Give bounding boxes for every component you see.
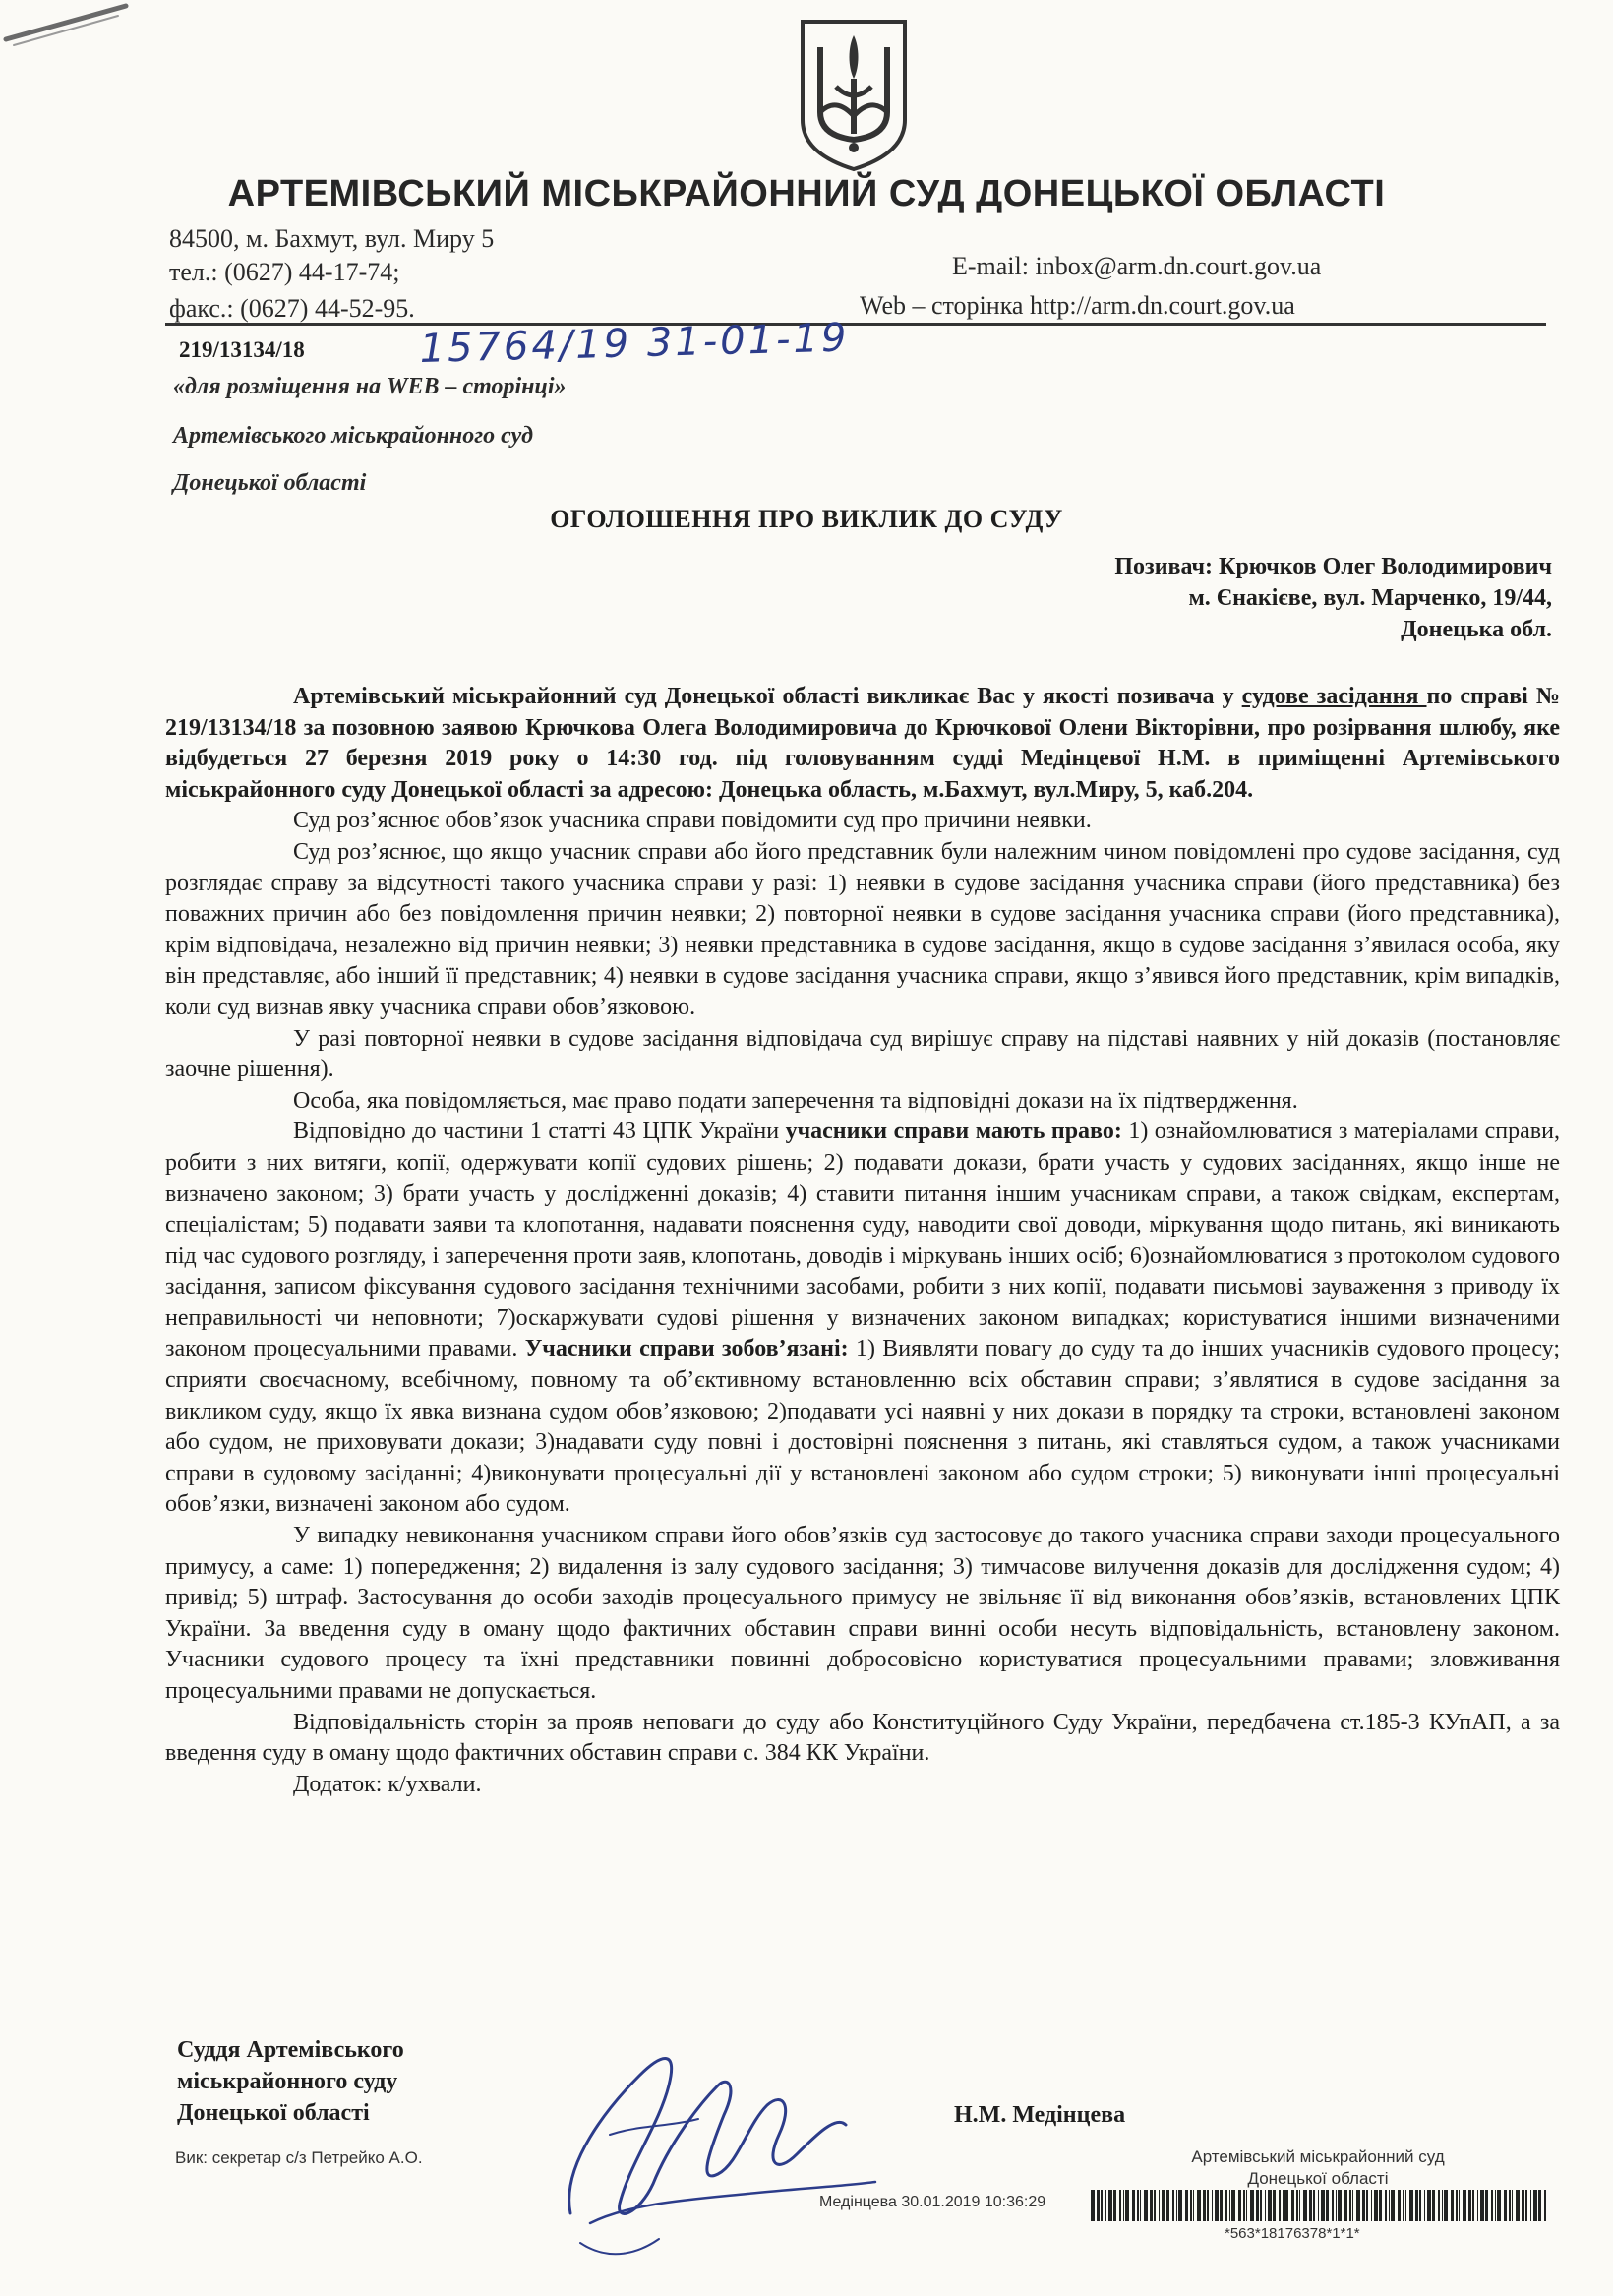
notice-title: ОГОЛОШЕННЯ ПРО ВИКЛИК ДО СУДУ (550, 505, 1063, 533)
barcode-number: *563*18176378*1*1* (1225, 2225, 1360, 2242)
paragraph-absence-rules: Суд роз’яснює, що якщо учасник справи або його представник були належним чином повідомлені про судове засідання, суд розглядає справу за відсутності такого учасника справи у разі: 1) неявки в судове засідання учасника справи (його представника) без поважних причин або без повідомлення причин неявки; 2) повторної неявки в судове засідання учасника справи (його представника), крім відповідача, незалежно від причин неявки; 3) неявки представника в судове засідання, якщо в судове засідання з’явилася особа, яку він представляє, або інший її представник; 4) неявки в судове засідання учасника справи, якщо з’явився його представник, крім випадків, коли суд визнав явку учасника справи обов’язковою. (165, 838, 1560, 1020)
notice-body (165, 682, 1560, 1800)
barcode (1089, 2190, 1551, 2221)
header-divider (165, 323, 1546, 326)
executor-note: Вик: секретар с/з Петрейко А.О. (175, 2148, 423, 2167)
case-reference: 219/13134/18 (179, 337, 305, 362)
court-fax: факс.: (0627) 44-52-95. (169, 294, 415, 323)
signature-timestamp: Медінцева 30.01.2019 10:36:29 (819, 2194, 1046, 2210)
court-web: Web – сторінка http://arm.dn.court.gov.ua (860, 291, 1295, 320)
attachment-note: Додаток: к/ухвали. (293, 1771, 482, 1797)
court-stamp: Артемівський міськрайонний суд Донецької області (1191, 2147, 1445, 2188)
plaintiff-block (667, 551, 1552, 645)
paragraph-repeat-absence: У разі повторної неявки в судове засідання відповідача суд вирішує справу на підставі наявних у ній доказів (постановляє заочне рішення). (165, 1025, 1560, 1083)
web-note-region: Донецької області (173, 470, 367, 496)
paragraph-coercion: У випадку невиконання учасником справи його обов’язків суд застосовує до такого учасника справи заходи процесуального примусу, а саме: 1) попередження; 2) видалення із залу судового засідання; 3) тимчасове вилучення доказів для дослідження судом; 4) привід; 5) штраф. Застосування до особи заходів процесуального примусу не звільняє її від виконання обов’язків, встановлених ЦПК України. За введення суду в оману щодо фактичних обставин справи винні особи несуть відповідальність, встановлену законом. Учасники судового процесу та їхні представники повинні добросовісно користуватися процесуальними правами; зловживання процесуальними правами не допускається. (165, 1523, 1560, 1704)
coat-of-arms-icon (797, 18, 911, 173)
web-note-court: Артемівського міськрайонного суд (173, 423, 534, 449)
paragraph-objection-right: Особа, яка повідомляється, має право подати заперечення та відповідні докази на їх підтвердження. (293, 1087, 1298, 1114)
plaintiff-name: Позивач: Крючков Олег Володимирович (1114, 554, 1552, 579)
court-email: E-mail: inbox@arm.dn.court.gov.ua (952, 252, 1322, 280)
web-note: «для розміщення на WEB – сторінці» (173, 374, 567, 399)
paragraph-absence-duty: Суд роз’яснює обов’язок учасника справи повідомити суд про причини неявки. (293, 808, 1092, 834)
court-name: АРТЕМІВСЬКИЙ МІСЬКРАЙОННИЙ СУД ДОНЕЦЬКОЇ ОБЛАСТІ (227, 173, 1386, 214)
court-phone: тел.: (0627) 44-17-74; (169, 258, 400, 286)
summons-paragraph: Артемівський міськрайонний суд Донецької області викликає Вас у якості позивача у судове засідання по справі № 219/13134/18 за позовною заявою Крючкова Олега Володимировича до Крючкової Олени Вікторівни, про розірвання шлюбу, яке відбудеться 27 березня 2019 року о 14:30 год. під головуванням судді Медінцевої Н.М. в приміщенні Артемівського міськрайонного суду Донецької області за адресою: Донецька область, м.Бахмут, вул.Миру, 5, каб.204. (165, 684, 1561, 803)
paper-clip-icon (0, 0, 138, 59)
court-address: 84500, м. Бахмут, вул. Миру 5 (169, 224, 495, 253)
plaintiff-region: Донецька обл. (1401, 617, 1552, 642)
paragraph-rights-duties: Відповідно до частини 1 статті 43 ЦПК України учасники справи мають право: 1) ознайомлюватися з матеріалами справи, робити з них витяги, копії, одержувати копії судових рішень; 2) подавати докази, брати участь у судових засіданнях, якщо інше не визначено законом; 3) брати участь у дослідженні доказів; 4) ставити питання іншим учасникам справи, а також свідкам, експертам, спеціалістам; 5) подавати заяви та клопотання, надавати пояснення суду, наводити свої доводи, міркування щодо питань, які виникають під час судового розгляду, і заперечення проти заяв, клопотань, доводів і міркувань інших осіб; 6)ознайомлюватися з протоколом судового засідання, записом фіксування судового засідання технічними засобами, робити з них копії, подавати письмові зауваження з приводу їх неправильності чи неповноти; 7)оскаржувати судові рішення у визначених законом випадках; користуватися іншими визначеними законом процесуальними правами. Учасники справи зобов’язані: 1) Виявляти повагу до суду та до інших учасників судового процесу; сприяти своєчасному, всебічному, повному та об’єктивному встановленню всіх обставин справи; з’являтися в судове засідання за викликом суду, якщо їх явка визнана судом обов’язковою; 2)подавати усі наявні у них докази в порядку та строки, встановлені законом або судом, не приховувати докази; 3)надавати суду повні і достовірні пояснення з питань, які ставляться судом, а також учасниками справи в судовому засіданні; 4)виконувати процесуальні дії у встановлені законом або судом строки; 5) виконувати інші процесуальні обов’язки, визначені законом або судом. (165, 1118, 1561, 1518)
handwritten-signature (551, 2017, 885, 2272)
judge-title-block: Суддя Артемівського міськрайонного суду Донецької області (177, 2037, 404, 2126)
judge-name: Н.М. Медінцева (954, 2102, 1126, 2128)
plaintiff-address: м. Єнакієве, вул. Марченко, 19/44, (1188, 585, 1552, 611)
handwritten-registration-note: 15764/19 31-01-19 (419, 315, 850, 372)
paragraph-liability: Відповідальність сторін за прояв неповаги до суду або Конституційного Суду України, передбачена ст.185-3 КУпАП, а за введення суду в оману щодо фактичних обставин справи с. 384 КК України. (165, 1709, 1560, 1767)
